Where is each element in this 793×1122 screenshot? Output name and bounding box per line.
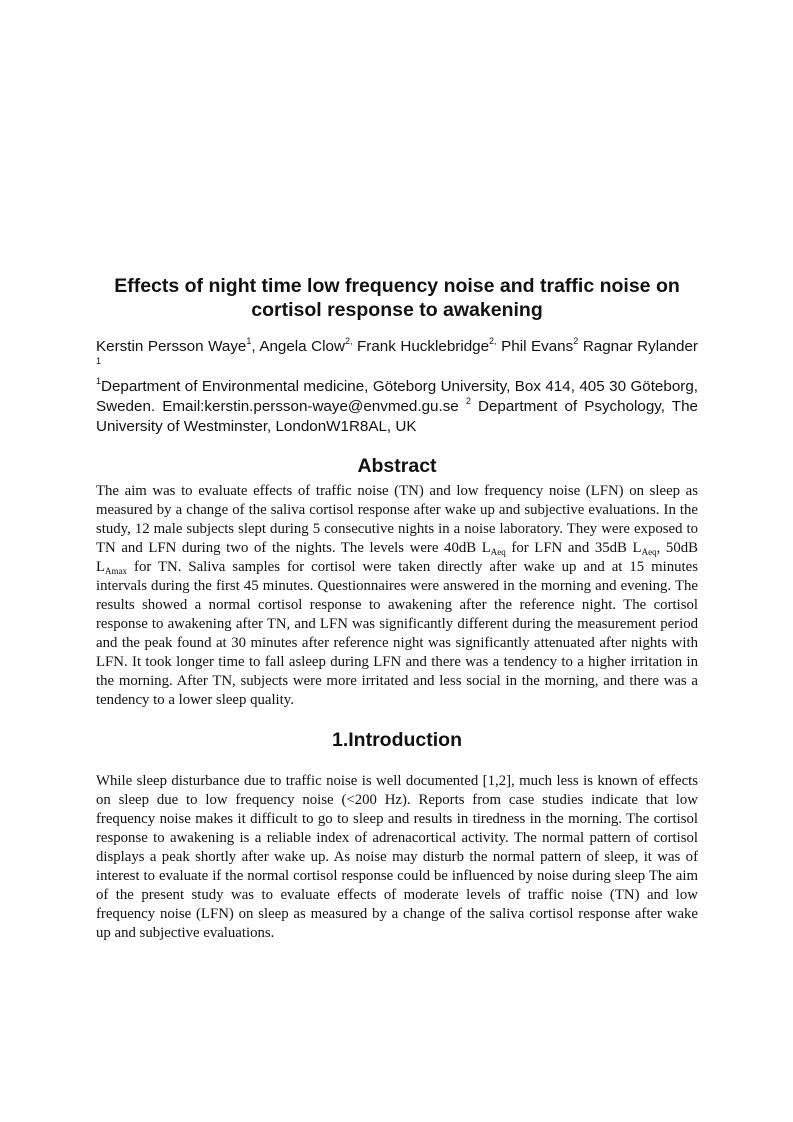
author-affiliation-mark: 2, <box>344 336 353 346</box>
abstract-text <box>96 482 698 710</box>
abstract-text-part: for LFN and 35dB L <box>505 540 642 556</box>
author-name: Frank Hucklebridge <box>357 338 490 355</box>
author-separator: , <box>251 338 260 355</box>
author-affiliation-mark: 2 <box>573 336 579 346</box>
introduction-heading: 1.Introduction <box>332 729 462 751</box>
abstract-text-part: , 50dB L <box>96 540 698 575</box>
author-list <box>96 337 698 377</box>
author-name: Ragnar Rylander <box>582 338 698 355</box>
affiliation-mark: 2 <box>465 396 471 406</box>
affiliation-1: Department of Environmental medicine, Göteborg University, Box 414, 405 30 Göteborg, Sweden. Email: <box>96 378 698 415</box>
author-affiliation-mark: 1 <box>246 336 252 346</box>
author-name: Kerstin Persson Waye <box>96 338 247 355</box>
abstract-subscript: Amax <box>105 566 128 576</box>
author-affiliation-mark: 1 <box>96 356 102 366</box>
affiliation-mark: 1 <box>96 376 102 386</box>
abstract-subscript: Aeq <box>490 547 506 557</box>
paper-title: Effects of night time low frequency noise and traffic noise on cortisol response to awakening <box>114 275 680 321</box>
abstract-heading: Abstract <box>357 455 437 477</box>
affiliation-2: Department of Psychology, The University of Westminster, LondonW1R8AL, UK <box>96 398 698 435</box>
introduction-text: While sleep disturbance due to traffic noise is well documented [1,2], much less is known of effects on sleep due to low frequency noise (<200 Hz). Reports from case studies indicate that low frequency noise makes it difficult to go to sleep and results in tiredness in the morning. The cortisol response to awakening is a reliable index of adrenacortical activity. The normal pattern of cortisol displays a peak shortly after wake up. As noise may disturb the normal pattern of sleep, it was of interest to evaluate if the normal cortisol response could be influenced by noise during sleep The aim of the present study was to evaluate effects of moderate levels of traffic noise (TN) and low frequency noise (LFN) on sleep as measured by a change of the saliva cortisol response after wake up and subjective evaluations. <box>96 773 698 941</box>
affiliations <box>96 377 698 437</box>
abstract-text-part: The aim was to evaluate effects of traffic noise (TN) and low frequency noise (LFN) on sleep as measured by a change of the saliva cortisol response after wake up and subjective evaluations. In the study, 12 male subjects slept during 5 consecutive nights in a noise laboratory. They were exposed to TN and LFN during two of the nights. The levels were 40dB L <box>96 483 698 556</box>
email-address[interactable]: kerstin.persson-waye@envmed.gu.se <box>204 398 459 415</box>
author-affiliation-mark: 2, <box>489 336 497 346</box>
abstract-subscript: Aeq <box>641 547 657 557</box>
paper-page <box>96 274 698 943</box>
abstract-text-part: for TN. Saliva samples for cortisol were taken directly after wake up and at 15 minutes intervals during the first 45 minutes. Questionnaires were answered in the morning and evening. The results showed a normal cortisol response to awakening after the reference night. The cortisol response to awakening after TN, and LFN was significantly different during the measurement period and the peak found at 30 minutes after reference night was significantly attenuated after nights with LFN. It took longer time to fall asleep during LFN and there was a tendency to a higher irritation in the morning. After TN, subjects were more irritated and less social in the morning, and there was a tendency to a lower sleep quality. <box>96 559 698 708</box>
author-name: Phil Evans <box>501 338 574 355</box>
author-name: Angela Clow <box>259 338 345 355</box>
